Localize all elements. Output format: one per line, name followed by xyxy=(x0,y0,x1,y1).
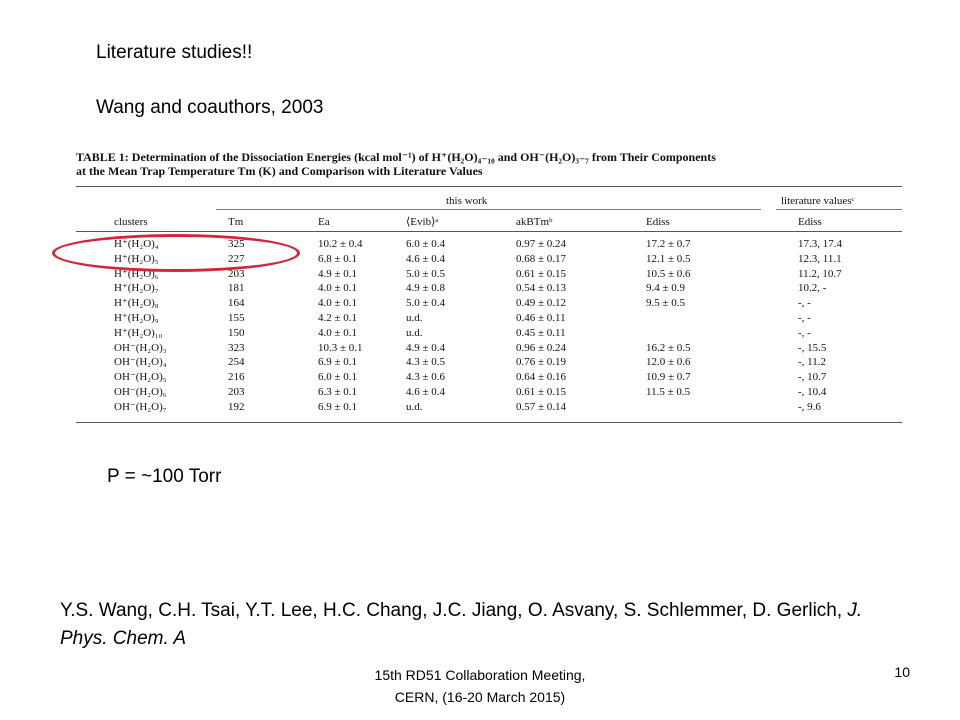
cell-ediss: 16.2 ± 0.5 xyxy=(646,341,691,354)
cell-evib: 5.0 ± 0.5 xyxy=(406,267,446,280)
reference xyxy=(60,597,880,653)
table-caption xyxy=(76,150,906,178)
cell-lit: -, 10.7 xyxy=(798,371,827,384)
header-col-akt: akBTmᵇ xyxy=(516,216,553,228)
cell-tm: 164 xyxy=(228,297,245,310)
cell-ea: 4.0 ± 0.1 xyxy=(318,326,358,339)
cell-ea: 4.0 ± 0.1 xyxy=(318,282,358,295)
slide-heading: Literature studies!! xyxy=(96,42,253,63)
cell-akt: 0.97 ± 0.24 xyxy=(516,238,567,250)
cell-lit: -, 9.6 xyxy=(798,400,821,413)
cell-lit: -, 15.5 xyxy=(798,341,827,354)
header-col-ediss: Ediss xyxy=(646,216,670,228)
cell-evib: 4.9 ± 0.4 xyxy=(406,341,446,354)
cell-akt: 0.57 ± 0.14 xyxy=(516,400,567,413)
cell-akt: 0.46 ± 0.11 xyxy=(516,312,566,324)
cell-akt: 0.61 ± 0.15 xyxy=(516,267,567,280)
cell-cluster: OH⁻(H₂O)₅ xyxy=(114,371,167,384)
table-caption-line-1: TABLE 1: Determination of the Dissociation Energies (kcal mol⁻¹) of H⁺(H₂O)₄₋₁₀ and OH⁻(H₂O)₃₋₇ from Their Components xyxy=(76,150,716,164)
cell-cluster: OH⁻(H₂O)₃ xyxy=(114,341,167,354)
cell-ea: 6.0 ± 0.1 xyxy=(318,371,358,384)
cell-tm: 181 xyxy=(228,282,245,295)
cell-ediss: 11.5 ± 0.5 xyxy=(646,386,691,398)
cell-lit: -, 11.2 xyxy=(798,356,827,369)
cell-lit: 11.2, 10.7 xyxy=(798,267,842,280)
cell-cluster: OH⁻(H₂O)₆ xyxy=(114,386,167,398)
cell-ea: 4.0 ± 0.1 xyxy=(318,297,358,310)
cell-ediss: 10.5 ± 0.6 xyxy=(646,267,691,280)
cell-ea: 6.9 ± 0.1 xyxy=(318,400,358,413)
header-col-evib: ⟨Evib⟩ᵃ xyxy=(406,216,439,228)
cell-evib: u.d. xyxy=(406,400,423,413)
cell-lit: 10.2, - xyxy=(798,282,827,295)
table-caption-line-2: at the Mean Trap Temperature Tm (K) and Comparison with Literature Values xyxy=(76,164,483,178)
this-work-subrule xyxy=(216,209,761,210)
header-group-this-work: this work xyxy=(446,195,488,207)
cell-tm: 150 xyxy=(228,326,245,339)
cell-evib: 4.3 ± 0.5 xyxy=(406,356,446,369)
cell-ea: 6.3 ± 0.1 xyxy=(318,386,358,398)
cell-tm: 325 xyxy=(228,238,245,250)
cell-tm: 192 xyxy=(228,400,245,413)
cell-ediss: 17.2 ± 0.7 xyxy=(646,238,691,250)
cell-lit: -, - xyxy=(798,326,811,339)
footer-line-2: CERN, (16-20 March 2015) xyxy=(394,689,566,705)
table-figure xyxy=(76,150,906,425)
cell-akt: 0.76 ± 0.19 xyxy=(516,356,567,369)
table-top-rule xyxy=(76,186,902,187)
footer-line-1: 15th RD51 Collaboration Meeting, xyxy=(374,667,586,683)
cell-ea: 10.2 ± 0.4 xyxy=(318,238,363,250)
cell-lit: -, - xyxy=(798,312,811,324)
cell-ediss: 9.4 ± 0.9 xyxy=(646,282,686,295)
cell-akt: 0.54 ± 0.13 xyxy=(516,282,567,295)
cell-cluster: H⁺(H₂O)₄ xyxy=(114,238,159,250)
cell-tm: 216 xyxy=(228,371,245,384)
cell-lit: -, 10.4 xyxy=(798,386,827,398)
literature-subrule xyxy=(776,209,902,210)
cell-ea: 10.3 ± 0.1 xyxy=(318,341,363,354)
cell-akt: 0.96 ± 0.24 xyxy=(516,341,567,354)
cell-lit: 12.3, 11.1 xyxy=(798,252,842,265)
cell-cluster: OH⁻(H₂O)₇ xyxy=(114,400,167,413)
cell-akt: 0.45 ± 0.11 xyxy=(516,326,566,339)
cell-tm: 203 xyxy=(228,386,245,398)
cell-cluster: OH⁻(H₂O)₄ xyxy=(114,356,167,369)
cell-evib: 5.0 ± 0.4 xyxy=(406,297,446,310)
cell-cluster: H⁺(H₂O)₆ xyxy=(114,267,159,280)
cell-lit: 17.3, 17.4 xyxy=(798,238,842,250)
cell-akt: 0.49 ± 0.12 xyxy=(516,297,567,310)
cell-lit: -, - xyxy=(798,297,811,310)
slide-subheading: Wang and coauthors, 2003 xyxy=(96,97,324,118)
cell-cluster: H⁺(H₂O)₅ xyxy=(114,252,159,265)
header-col-ea: Ea xyxy=(318,216,330,228)
page-number: 10 xyxy=(894,664,910,680)
table-bottom-rule xyxy=(76,422,902,423)
cell-evib: u.d. xyxy=(406,312,423,324)
cell-evib: 4.6 ± 0.4 xyxy=(406,386,446,398)
cell-ea: 6.9 ± 0.1 xyxy=(318,356,358,369)
cell-evib: 4.6 ± 0.4 xyxy=(406,252,446,265)
cell-cluster: H⁺(H₂O)₈ xyxy=(114,297,159,310)
cell-akt: 0.68 ± 0.17 xyxy=(516,252,567,265)
cell-cluster: H⁺(H₂O)₁₀ xyxy=(114,326,163,339)
cell-cluster: H⁺(H₂O)₇ xyxy=(114,282,159,295)
cell-ediss: 10.9 ± 0.7 xyxy=(646,371,691,384)
cell-tm: 323 xyxy=(228,341,245,354)
cell-ediss: 12.1 ± 0.5 xyxy=(646,252,691,265)
cell-ediss: 12.0 ± 0.6 xyxy=(646,356,691,369)
header-bottom-rule xyxy=(76,231,902,232)
reference-authors: Y.S. Wang, C.H. Tsai, Y.T. Lee, H.C. Chang, J.C. Jiang, O. Asvany, S. Schlemmer, D. Gerlich, xyxy=(60,600,848,621)
cell-tm: 254 xyxy=(228,356,245,369)
header-col-tm: Tm xyxy=(228,216,244,228)
cell-evib: u.d. xyxy=(406,326,423,339)
cell-cluster: H⁺(H₂O)₉ xyxy=(114,312,159,324)
cell-evib: 6.0 ± 0.4 xyxy=(406,238,446,250)
cell-ediss: 9.5 ± 0.5 xyxy=(646,297,686,310)
cell-tm: 155 xyxy=(228,312,245,324)
cell-tm: 203 xyxy=(228,267,245,280)
cell-evib: 4.3 ± 0.6 xyxy=(406,371,446,384)
header-group-literature: literature valuesᶜ xyxy=(781,195,855,207)
cell-tm: 227 xyxy=(228,252,245,265)
cell-ea: 4.9 ± 0.1 xyxy=(318,267,358,280)
pressure-note: P = ~100 Torr xyxy=(107,466,222,487)
cell-ea: 6.8 ± 0.1 xyxy=(318,252,358,265)
highlight-ellipse xyxy=(52,234,300,272)
cell-ea: 4.2 ± 0.1 xyxy=(318,312,358,324)
cell-evib: 4.9 ± 0.8 xyxy=(406,282,446,295)
cell-akt: 0.64 ± 0.16 xyxy=(516,371,567,384)
footer xyxy=(270,664,690,708)
reference-journal: J. Phys. Chem. A xyxy=(60,600,863,649)
header-col-lit-ediss: Ediss xyxy=(798,216,822,228)
header-col-clusters: clusters xyxy=(114,216,148,228)
cell-akt: 0.61 ± 0.15 xyxy=(516,386,567,398)
